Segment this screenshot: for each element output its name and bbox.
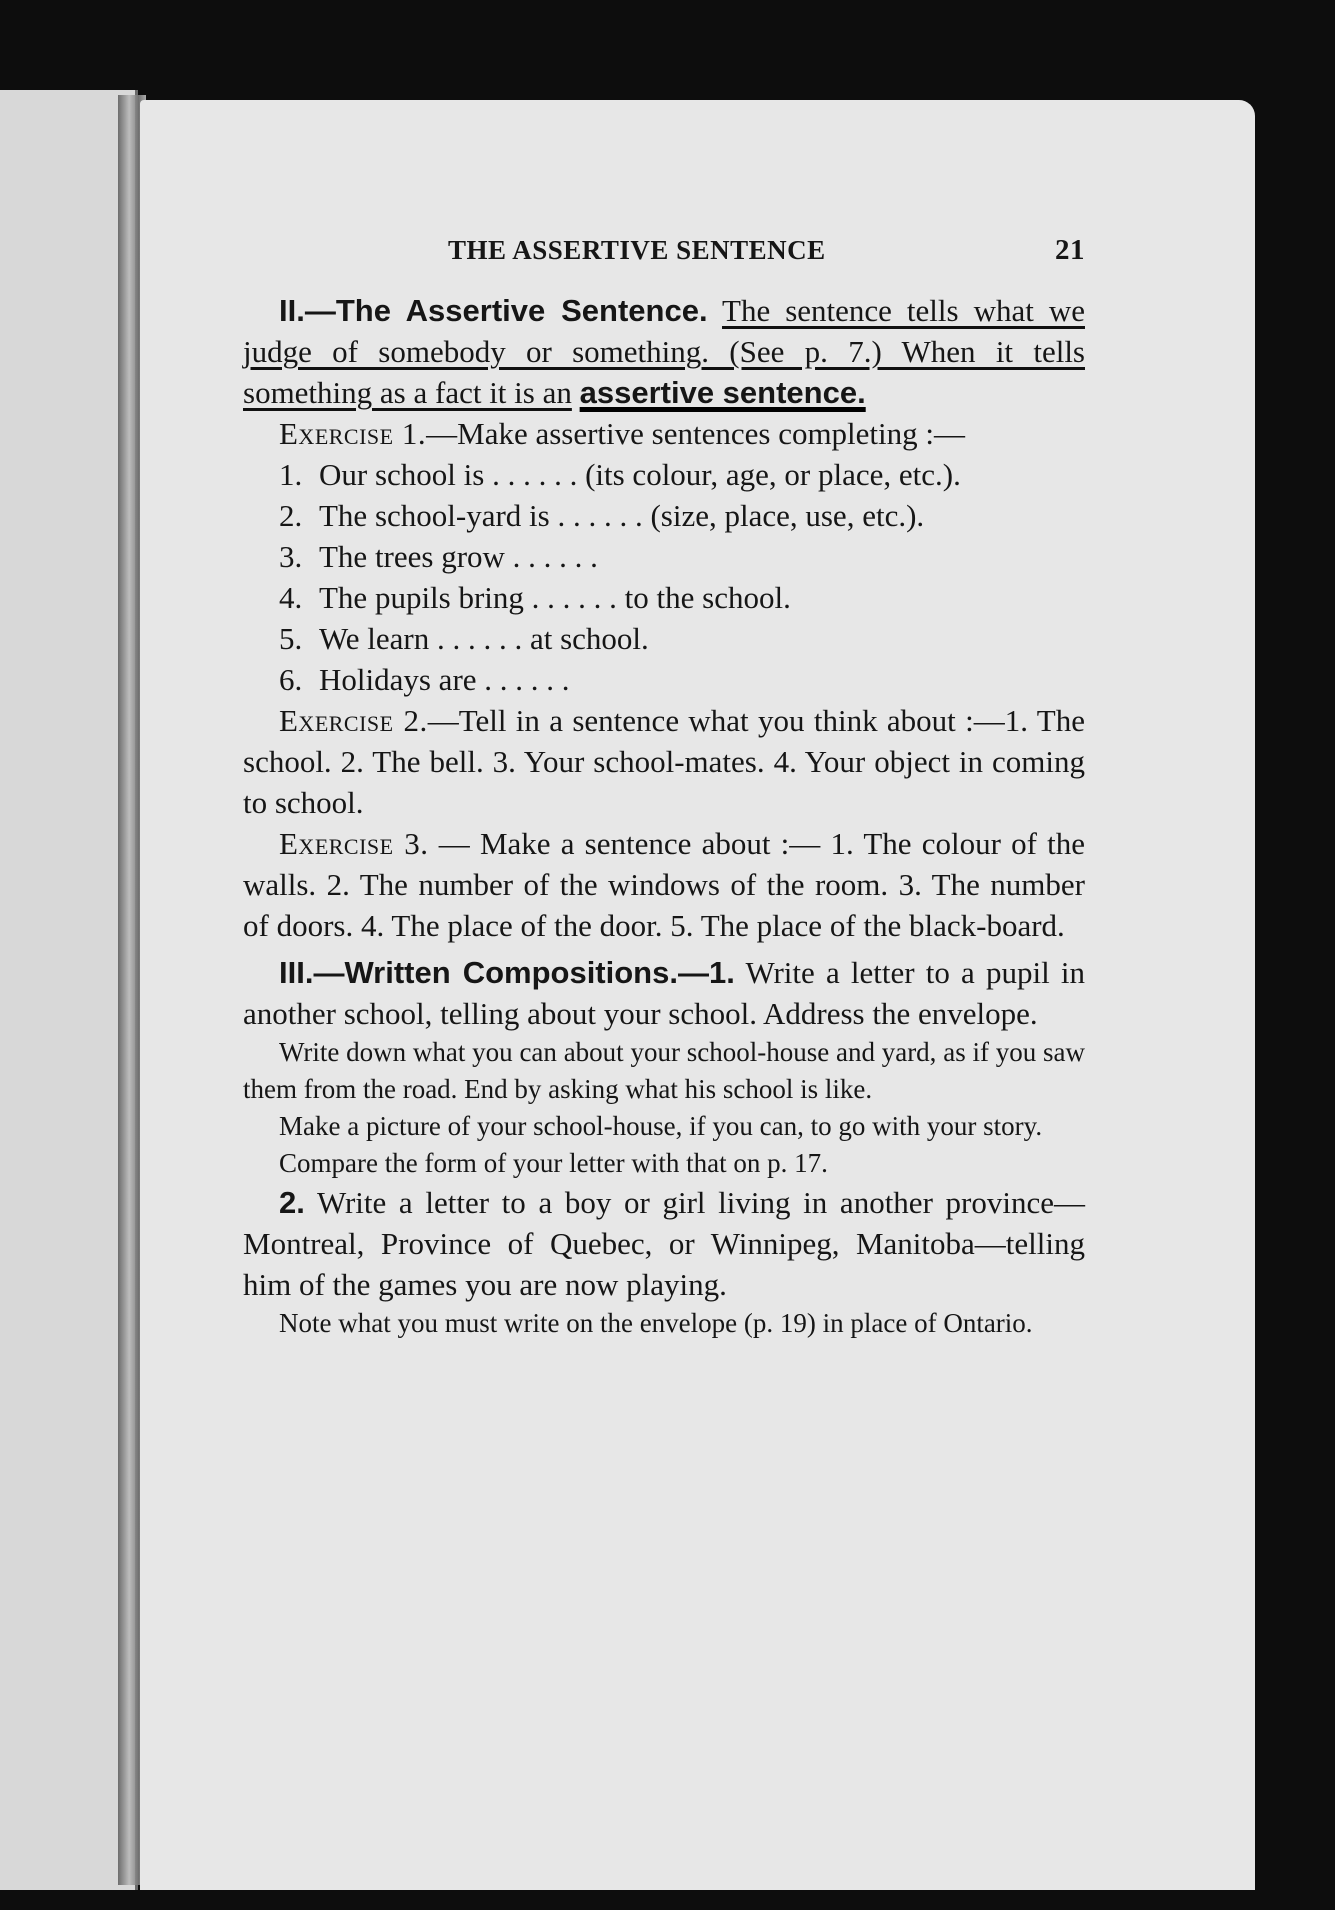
- exercise-3-text: — Make a sentence about :— 1. The colour of the walls. 2. The number of the windows of the room. 3. The number of doors. 4. The place of the door. 5. The place of the black-board.: [243, 826, 1085, 943]
- exercise-2-paragraph: [243, 700, 1085, 823]
- section-3-heading: III.—Written Compositions.—1.: [279, 955, 735, 990]
- exercise-2-text: —Tell in a sentence what you think about :—1. The school. 2. The bell. 3. Your school-mates. 4. Your object in coming to school.: [243, 703, 1085, 820]
- section-2-paragraph: [243, 290, 1085, 413]
- exercise-3-paragraph: [243, 823, 1085, 946]
- list-item: [243, 659, 1085, 700]
- list-item-text: The school-yard is . . . . . . (size, place, use, etc.).: [319, 498, 925, 533]
- running-head: [243, 230, 1085, 280]
- section-2-body: The sentence tells what we judge of somebody or something. (See p. 7.) When it tells something as a fact it is an: [243, 293, 1085, 410]
- exercise-1-text: —Make assertive sentences completing :—: [426, 416, 966, 451]
- section-3-note-3: Compare the form of your letter with that on p. 17.: [279, 1148, 828, 1178]
- list-item: [243, 454, 1085, 495]
- exercise-2-label: Exercise 2.: [279, 703, 428, 738]
- section-3-paragraph: [243, 952, 1085, 1034]
- list-item-number: 3.: [279, 539, 303, 574]
- list-item-text: Holidays are . . . . . .: [319, 662, 570, 697]
- exercise-1-list: [243, 454, 1085, 700]
- list-item-text: The trees grow . . . . . .: [319, 539, 598, 574]
- exercise-1-label: Exercise 1.: [279, 416, 427, 451]
- list-item: [243, 577, 1085, 618]
- list-item-number: 5.: [279, 621, 303, 656]
- list-item-text: We learn . . . . . . at school.: [319, 621, 649, 656]
- section-3-item-2-number: 2.: [279, 1185, 305, 1220]
- list-item-number: 1.: [279, 457, 303, 492]
- page-text: [243, 230, 1085, 1342]
- exercise-1-instruction: [243, 413, 1085, 454]
- section-3-note-2: Make a picture of your school-house, if you can, to go with your story.: [279, 1111, 1043, 1141]
- list-item: [243, 618, 1085, 659]
- section-3-text: Write a letter to a pupil in another school, telling about your school. Address the envelope.: [243, 955, 1085, 1031]
- list-item-text: The pupils bring . . . . . . to the school.: [319, 580, 791, 615]
- list-item-number: 2.: [279, 498, 303, 533]
- section-3-note-1: Write down what you can about your school-house and yard, as if you saw them from the road. End by asking what his school is like.: [243, 1037, 1085, 1104]
- list-item: [243, 495, 1085, 536]
- list-item-text: Our school is . . . . . . (its colour, age, or place, etc.).: [319, 457, 961, 492]
- section-3-item-2-text: Write a letter to a boy or girl living in another province—Montreal, Province of Quebec, or Winnipeg, Manitoba—telling him of the games you are now playing.: [243, 1185, 1085, 1302]
- list-item: [243, 536, 1085, 577]
- exercise-3-label: Exercise 3.: [279, 826, 429, 861]
- page-number: 21: [1055, 234, 1085, 266]
- list-item-number: 4.: [279, 580, 303, 615]
- list-item-number: 6.: [279, 662, 303, 697]
- assertive-sentence-term: assertive sentence.: [579, 375, 866, 410]
- section-3-item-2: [243, 1182, 1085, 1305]
- section-2-heading: II.—The Assertive Sentence.: [279, 293, 708, 328]
- section-3-note-4: Note what you must write on the envelope (p. 19) in place of Ontario.: [279, 1308, 1033, 1338]
- running-head-title: THE ASSERTIVE SENTENCE: [448, 235, 826, 265]
